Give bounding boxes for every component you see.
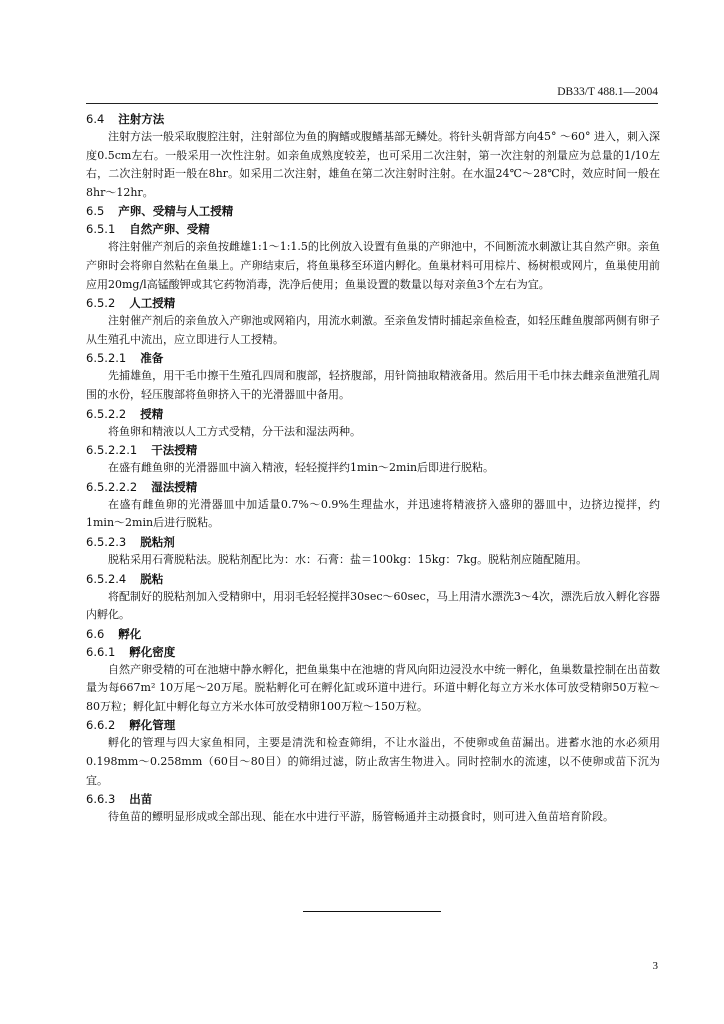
section-heading bbox=[86, 625, 660, 643]
section-number: 6.5.2.2.1 bbox=[86, 443, 138, 458]
section-heading bbox=[86, 294, 660, 312]
section-title: 孵化 bbox=[118, 626, 142, 641]
section-number: 6.5.2.2 bbox=[86, 406, 127, 421]
section-title: 产卵、受精与人工授精 bbox=[118, 204, 234, 219]
body-paragraph: 孵化的管理与四大家鱼相同，主要是清洗和检查筛绢，不让水溢出，不使卵或鱼苗漏出。进蓄水池的水必须用0.198mm～0.258mm（60目～80目）的筛绢过滤，防止敌害生物进入。同时控制水的流速，以不使卵或苗下沉为宜。 bbox=[86, 736, 660, 787]
section-heading bbox=[86, 478, 660, 496]
section-title: 脱粘剂 bbox=[140, 534, 175, 549]
standard-code: DB33/T 488.1—2004 bbox=[557, 86, 658, 98]
document-body bbox=[86, 110, 660, 827]
section-heading bbox=[86, 716, 660, 734]
page-number: 3 bbox=[652, 960, 658, 972]
section-number: 6.5 bbox=[86, 204, 105, 219]
body-paragraph: 将配制好的脱粘剂加入受精卵中，用羽毛轻轻搅拌30sec～60sec，马上用清水漂洗3～4次，漂洗后放入孵化容器内孵化。 bbox=[86, 589, 660, 622]
body-paragraph: 在盛有雌鱼卵的光滑器皿中加适量0.7%～0.9%生理盐水，并迅速将精液挤入盛卵的器皿中，边挤边搅拌，约 1min～2min后进行脱粘。 bbox=[86, 497, 660, 530]
end-of-text-rule bbox=[303, 911, 441, 912]
section-title: 干法授精 bbox=[151, 443, 198, 458]
section-number: 6.5.2.3 bbox=[86, 534, 127, 549]
body-paragraph: 将鱼卵和精液以人工方式受精，分干法和湿法两种。 bbox=[108, 424, 361, 438]
body-paragraph: 注射催产剂后的亲鱼放入产卵池或网箱内，用流水刺激。至亲鱼发情时捕起亲鱼检查，如轻压雌鱼腹部两侧有卵子从生殖孔中流出，应立即进行人工授精。 bbox=[86, 314, 660, 346]
section-number: 6.5.2.2.2 bbox=[86, 479, 138, 494]
body-paragraph: 将注射催产剂后的亲鱼按雌雄1:1～1:1.5的比例放入设置有鱼巢的产卵池中，不间断流水刺激让其自然产卵。亲鱼产卵时会将卵自然粘在鱼巢上。产卵结束后，将鱼巢移至环道内孵化。鱼巢材料可用棕片、杨树根或网片，鱼巢使用前应用20mg/l高锰酸钾或其它药物消毒，洗净后使用；鱼巢设置的数量以每对亲鱼3个左右为宜。 bbox=[86, 240, 660, 291]
section-title: 出苗 bbox=[129, 792, 153, 807]
section-heading bbox=[86, 441, 660, 459]
section-title: 自然产卵、受精 bbox=[129, 222, 210, 237]
section-number: 6.5.2.1 bbox=[86, 351, 127, 366]
section-number: 6.6.1 bbox=[86, 644, 116, 659]
body-paragraph: 在盛有雌鱼卵的光滑器皿中滴入精液，轻轻搅拌约1min～2min后即进行脱粘。 bbox=[108, 461, 495, 475]
body-paragraph: 自然产卵受精的可在池塘中静水孵化，把鱼巢集中在池塘的背风向阳边浸没水中统一孵化，鱼巢数量控制在出苗数量为每667m² 10万尾～20万尾。脱粘孵化可在孵化缸或环道中进行。环道中孵化每立方米水体可放受精卵50万粒～80万粒；孵化缸中孵化每立方米水体可放受精卵100万粒～150万粒。 bbox=[86, 662, 660, 713]
section-heading bbox=[86, 202, 660, 220]
section-heading bbox=[86, 220, 660, 238]
section-title: 准备 bbox=[140, 351, 164, 366]
section-heading bbox=[86, 349, 660, 367]
section-title: 孵化管理 bbox=[129, 718, 176, 733]
section-number: 6.5.2 bbox=[86, 296, 116, 311]
section-heading bbox=[86, 533, 660, 551]
section-heading bbox=[86, 110, 660, 128]
section-title: 人工授精 bbox=[129, 296, 176, 311]
section-title: 脱粘 bbox=[140, 571, 164, 586]
section-number: 6.4 bbox=[86, 112, 105, 126]
body-paragraph: 待鱼苗的鳔明显形成或全部出现、能在水中进行平游，肠管畅通并主动摄食时，则可进入鱼苗培育阶段。 bbox=[108, 810, 614, 824]
section-heading bbox=[86, 790, 660, 808]
section-number: 6.5.1 bbox=[86, 222, 116, 237]
body-paragraph: 先捕雄鱼，用干毛巾擦干生殖孔四周和腹部，轻挤腹部，用针筒抽取精液备用。然后用干毛巾抹去雌亲鱼泄殖孔周围的水份，轻压腹部将鱼卵挤入干的光滑器皿中备用。 bbox=[86, 369, 660, 401]
section-number: 6.5.2.4 bbox=[86, 571, 127, 586]
section-title: 孵化密度 bbox=[129, 644, 176, 659]
section-title: 注射方法 bbox=[118, 112, 165, 126]
section-title: 湿法授精 bbox=[151, 479, 198, 494]
section-number: 6.6.3 bbox=[86, 792, 116, 807]
section-heading bbox=[86, 570, 660, 588]
section-heading bbox=[86, 643, 660, 661]
section-number: 6.6.2 bbox=[86, 718, 116, 733]
header-divider bbox=[86, 103, 658, 104]
section-heading bbox=[86, 405, 660, 423]
section-number: 6.6 bbox=[86, 626, 105, 641]
body-paragraph: 脱粘采用石膏脱粘法。脱粘剂配比为：水：石膏：盐＝100kg：15kg：7kg。脱粘剂应随配随用。 bbox=[108, 552, 588, 566]
body-paragraph: 注射方法一般采取腹腔注射，注射部位为鱼的胸鳍或腹鳍基部无鳞处。将针头朝背部方向45° ～60° 进入，刺入深度0.5cm左右。一般采用一次性注射。如亲鱼成熟度较差，也可采用二次注射，第一次注射的剂量应为总量的1/10左右，二次注射时距一般在8hr。如采用二次注射，雄鱼在第二次注射时注射。在水温24℃～28℃时，效应时间一般在8hr～12hr。 bbox=[86, 130, 660, 199]
section-title: 授精 bbox=[140, 406, 164, 421]
